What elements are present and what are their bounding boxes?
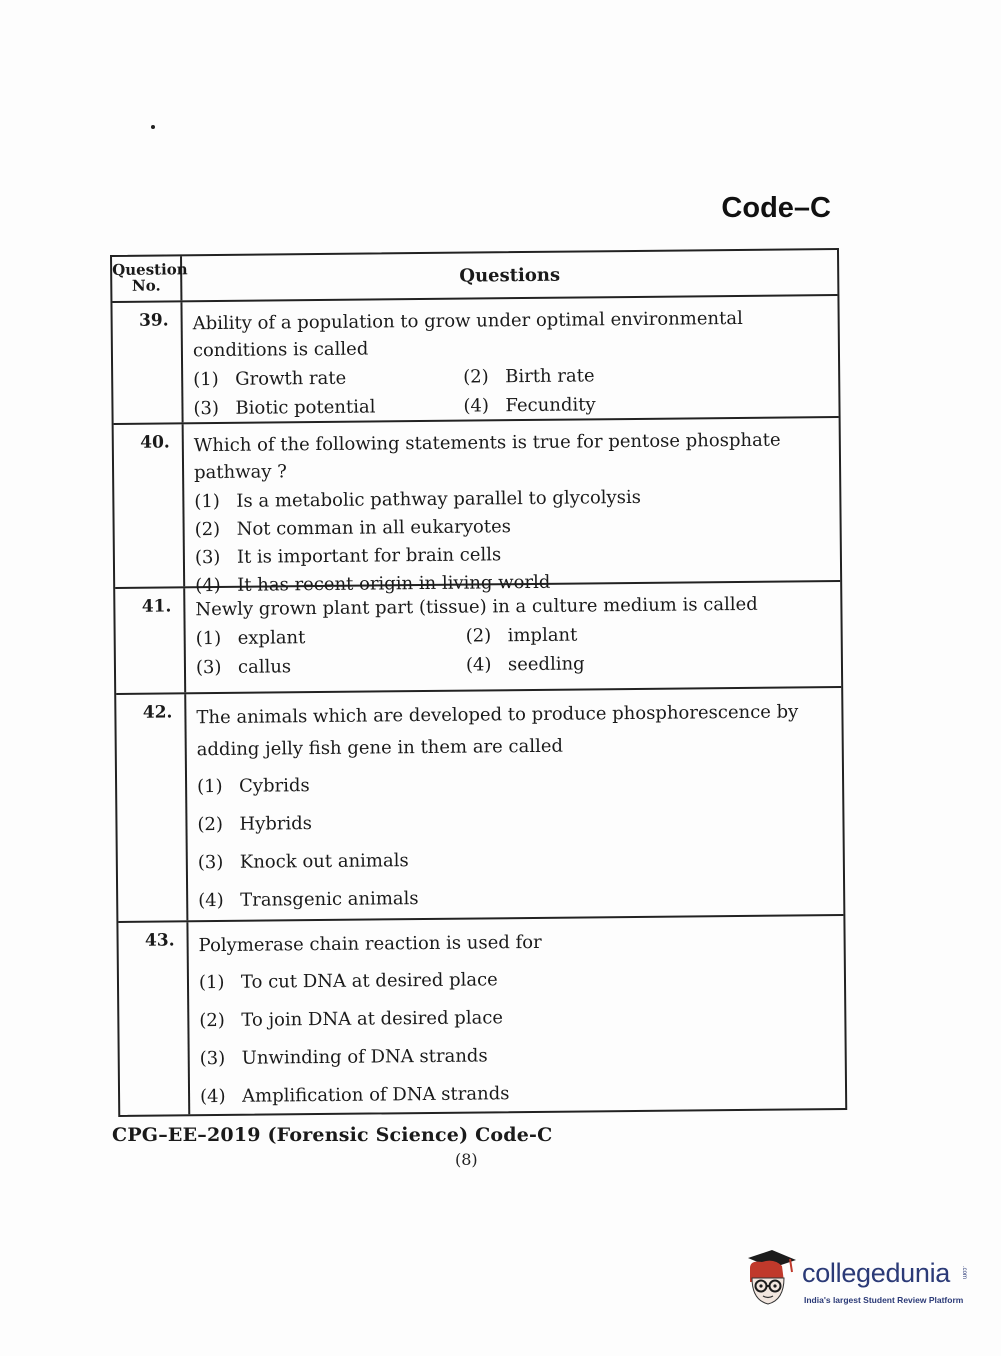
option: (2) To join DNA at desired place: [199, 1007, 504, 1032]
option: (3) Biotic potential: [193, 396, 376, 420]
question-stem: The animals which are developed to produce phosphorescence by adding jelly fish gene in them are called: [196, 701, 799, 761]
logo-brand-text: collegedunia: [802, 1258, 951, 1288]
question-number: 43.: [118, 922, 190, 1115]
option: (3) It is important for brain cells: [194, 544, 502, 569]
option: (3) callus: [195, 656, 292, 679]
question-number: 39.: [112, 302, 183, 423]
col-questions: Questions: [459, 264, 561, 287]
question-stem: Polymerase chain reaction is used for: [198, 931, 542, 957]
option: (4) Fecundity: [463, 394, 596, 417]
page-number: (8): [455, 1150, 478, 1169]
question-number: 42.: [116, 694, 188, 921]
option: (3) Unwinding of DNA strands: [199, 1045, 488, 1070]
question-stem: Which of the following statements is true for pentose phosphate pathway ?: [193, 429, 781, 484]
option: (2) Hybrids: [197, 813, 313, 836]
question-stem: Ability of a population to grow under optimal environmental conditions is called: [192, 307, 743, 362]
logo-domain-suffix: .com: [961, 1266, 967, 1280]
col-question-no: Question No.: [112, 256, 182, 301]
option: (4) It has recent origin in living world: [195, 571, 551, 597]
option: (4) seedling: [465, 653, 585, 676]
option: (3) Knock out animals: [197, 850, 409, 874]
question-stem: Newly grown plant part (tissue) in a culture medium is called: [195, 593, 758, 621]
question-row: [115, 582, 841, 695]
paper-code: Code–C: [721, 192, 831, 224]
mascot-icon: [742, 1248, 800, 1310]
option: (1) To cut DNA at desired place: [198, 969, 498, 994]
paper-footer: CPG–EE–2019 (Forensic Science) Code-C: [112, 1124, 553, 1146]
question-row: [116, 688, 843, 923]
question-number: 41.: [115, 588, 186, 693]
questions-table: [110, 248, 847, 1117]
question-row: [114, 418, 841, 597]
option: (2) implant: [465, 624, 578, 647]
table-header: [112, 250, 837, 303]
question-row: [118, 916, 845, 1115]
option: (1) Growth rate: [193, 367, 347, 391]
collegedunia-logo: [742, 1248, 972, 1318]
option: (2) Birth rate: [463, 365, 595, 388]
option: (1) Cybrids: [197, 775, 310, 798]
option: (1) explant: [195, 627, 306, 650]
logo-tagline: India's largest Student Review Platform: [804, 1295, 964, 1305]
question-number: 40.: [114, 424, 186, 587]
option: (2) Not comman in all eukaryotes: [194, 516, 512, 541]
question-row: [112, 296, 838, 425]
stray-dot: [151, 125, 155, 129]
option: (4) Amplification of DNA strands: [199, 1083, 510, 1108]
option: (1) Is a metabolic pathway parallel to glycolysis: [194, 486, 641, 513]
option: (4) Transgenic animals: [198, 888, 419, 912]
